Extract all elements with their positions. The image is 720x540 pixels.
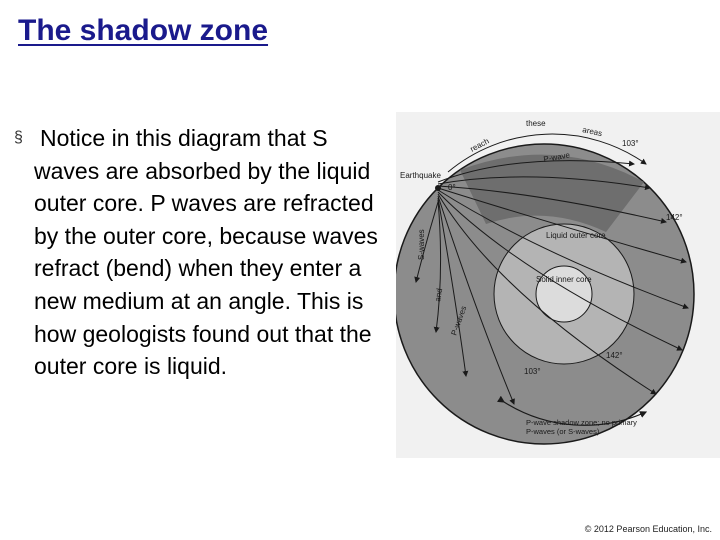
label-p-waves: P-waves	[449, 304, 469, 337]
label-deg-142-bottom: 142°	[606, 351, 623, 360]
label-deg-103-bottom: 103°	[524, 367, 541, 376]
label-earthquake: Earthquake	[400, 171, 441, 180]
label-liquid-outer-core: Liquid outer core	[546, 231, 606, 240]
copyright-notice: © 2012 Pearson Education, Inc.	[584, 524, 712, 534]
bullet-text: Notice in this diagram that S waves are absorbed by the liquid outer core. P waves are refracted by the outer core, because waves refract (bend) when they enter a new medium at an angle. This is how geologists found out that the outer core is liquid.	[34, 125, 378, 380]
bullet-paragraph	[14, 122, 394, 383]
label-p-wave-top: P-wave	[542, 150, 571, 164]
label-areas: areas	[581, 125, 604, 139]
shadow-zone-diagram	[396, 112, 720, 458]
label-reach: reach	[468, 136, 491, 154]
diagram-svg	[396, 112, 720, 458]
label-shadow-zone: P-wave shadow zone; no primary P-waves (or S-waves)	[526, 418, 637, 436]
label-deg-0: 0°	[448, 183, 456, 192]
label-solid-inner-core: Solid inner core	[536, 275, 592, 284]
label-deg-142-top: 142°	[666, 213, 683, 222]
slide-title: The shadow zone	[18, 14, 269, 47]
earthquake-focus	[435, 185, 441, 191]
label-these: these	[526, 119, 546, 128]
label-deg-103-top: 103°	[622, 139, 639, 148]
bullet-icon: §	[14, 129, 23, 146]
label-and: and	[433, 287, 445, 303]
label-s-waves: S-waves	[417, 229, 426, 260]
